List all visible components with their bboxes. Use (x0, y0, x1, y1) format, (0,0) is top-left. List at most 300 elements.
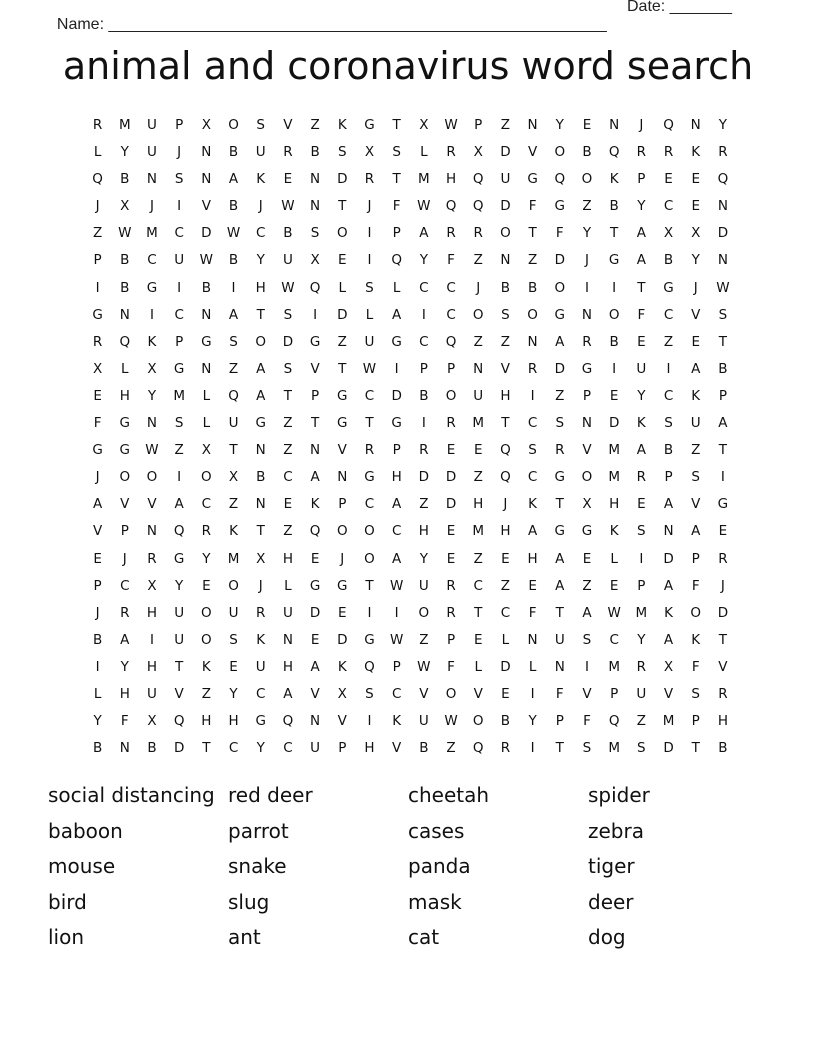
grid-letter: G (201, 333, 212, 350)
grid-letter: Y (147, 387, 157, 404)
grid-letter: S (555, 415, 565, 432)
grid-letter: E (283, 171, 293, 188)
grid-letter: A (691, 523, 701, 540)
grid-letter: T (365, 415, 374, 432)
word-list-item: cheetah (408, 783, 490, 807)
grid-letter: J (177, 144, 182, 161)
grid-letter: L (474, 658, 482, 675)
grid-letter: O (581, 469, 593, 486)
grid-letter: O (418, 604, 430, 621)
grid-letter: L (93, 144, 102, 161)
grid-letter: E (473, 631, 483, 648)
grid-letter: G (92, 306, 103, 323)
grid-letter: G (173, 550, 185, 567)
grid-letter: B (609, 333, 619, 350)
grid-letter: W (607, 604, 621, 621)
grid-letter: H (146, 658, 158, 675)
grid-letter: F (691, 577, 700, 594)
grid-letter: Q (608, 144, 620, 161)
grid-letter: S (392, 144, 401, 161)
grid-letter: N (527, 117, 538, 133)
grid-letter: G (581, 523, 593, 540)
grid-letter: X (120, 198, 130, 215)
grid-letter: H (201, 713, 212, 730)
grid-letter: J (95, 604, 100, 621)
grid-letter: Y (637, 387, 646, 404)
grid-letter: Z (636, 713, 646, 730)
grid-letter: S (691, 469, 700, 486)
grid-letter: N (609, 117, 620, 133)
grid-letter: G (364, 117, 375, 133)
grid-letter: G (92, 442, 103, 459)
grid-letter: K (392, 713, 402, 730)
grid-letter: H (282, 550, 293, 567)
grid-letter: I (231, 279, 236, 296)
grid-letter: O (228, 577, 239, 594)
grid-letter: V (120, 496, 130, 513)
grid-letter: N (146, 415, 158, 432)
grid-letter: Z (691, 442, 701, 459)
grid-letter: V (527, 144, 538, 161)
grid-letter: R (718, 144, 728, 161)
name-field-label[interactable]: Name: ________________________________________________________ (56, 16, 607, 33)
grid-letter: T (310, 415, 320, 432)
grid-letter: X (691, 225, 701, 242)
grid-letter: E (93, 550, 102, 567)
grid-letter: U (255, 658, 266, 675)
grid-letter: Z (446, 740, 456, 757)
grid-letter: U (364, 333, 375, 350)
grid-letter: B (718, 360, 728, 377)
grid-letter: V (473, 685, 483, 702)
grid-letter: R (718, 550, 728, 567)
grid-letter: L (501, 631, 510, 648)
grid-letter: C (419, 279, 429, 296)
grid-letter: N (581, 306, 593, 323)
grid-letter: T (256, 306, 265, 323)
grid-letter: V (337, 713, 347, 730)
word-list-item: bird (48, 889, 87, 914)
grid-letter: S (528, 442, 537, 459)
grid-letter: V (718, 658, 728, 675)
grid-letter: S (283, 360, 293, 377)
grid-letter: O (336, 523, 348, 540)
grid-letter: B (663, 252, 674, 269)
grid-letter: A (555, 577, 565, 594)
grid-letter: X (92, 360, 103, 377)
grid-letter: T (718, 333, 728, 350)
grid-letter: F (555, 685, 564, 702)
grid-letter: H (445, 171, 457, 188)
grid-letter: Q (228, 387, 239, 404)
word-list (48, 779, 768, 957)
grid-letter: F (528, 604, 537, 621)
grid-letter: R (120, 604, 130, 621)
grid-letter: S (310, 225, 320, 242)
grid-letter: A (691, 360, 701, 377)
grid-letter: W (389, 631, 404, 648)
grid-letter: J (258, 198, 263, 215)
grid-letter: F (555, 225, 564, 242)
grid-letter: G (391, 333, 402, 350)
grid-letter: Y (555, 117, 564, 133)
grid-letter: O (201, 469, 212, 486)
grid-letter: S (637, 740, 646, 757)
grid-letter: C (663, 387, 674, 404)
grid-letter: J (584, 252, 589, 269)
grid-letter: Q (173, 713, 185, 730)
grid-letter: M (472, 415, 485, 432)
grid-letter: Y (229, 685, 238, 702)
grid-letter: J (639, 117, 644, 133)
grid-letter: A (582, 604, 592, 621)
grid-letter: A (663, 631, 674, 648)
grid-letter: O (581, 171, 593, 188)
grid-letter: T (610, 225, 619, 242)
grid-letter: Q (309, 279, 321, 296)
grid-letter: O (527, 306, 538, 323)
grid-letter: Z (419, 631, 429, 648)
grid-letter: U (473, 387, 484, 404)
grid-letter: A (228, 306, 239, 323)
grid-letter: J (693, 279, 698, 296)
grid-letter: G (717, 496, 729, 513)
grid-letter: U (282, 604, 293, 621)
word-list-item: zebra (588, 818, 644, 843)
grid-letter: P (175, 333, 184, 350)
grid-letter: S (664, 415, 673, 432)
word-list-item: ant (228, 925, 261, 950)
grid-letter: I (666, 360, 671, 377)
grid-letter: V (147, 496, 157, 513)
grid-letter: Q (391, 252, 402, 269)
grid-letter: R (473, 225, 483, 242)
grid-letter: A (555, 333, 565, 350)
grid-letter: F (637, 306, 646, 323)
grid-letter: E (446, 550, 456, 567)
grid-letter: L (392, 279, 401, 296)
grid-letter: N (310, 713, 321, 730)
grid-letter: N (310, 198, 321, 215)
grid-letter: Y (256, 252, 265, 269)
grid-letter: E (93, 387, 102, 404)
grid-letter: T (474, 604, 483, 621)
grid-letter: O (472, 713, 484, 730)
grid-letter: W (226, 225, 241, 242)
grid-letter: B (663, 442, 674, 459)
grid-letter: I (367, 713, 372, 730)
grid-letter: N (255, 496, 266, 513)
grid-letter: E (338, 252, 347, 269)
grid-letter: Q (717, 171, 729, 188)
grid-letter: P (392, 225, 401, 242)
grid-letter: N (717, 252, 728, 269)
grid-letter: V (419, 685, 429, 702)
grid-letter: R (636, 469, 647, 486)
grid-letter: V (691, 306, 701, 323)
grid-letter: E (202, 577, 211, 594)
grid-letter: U (500, 171, 511, 188)
grid-letter: U (147, 117, 157, 133)
grid-letter: N (690, 117, 701, 133)
grid-letter: D (391, 387, 402, 404)
grid-letter: C (419, 333, 429, 350)
grid-letter: B (419, 740, 429, 757)
grid-letter: C (500, 604, 511, 621)
grid-letter: O (608, 306, 620, 323)
grid-letter: B (120, 279, 130, 296)
grid-letter: P (338, 496, 347, 513)
grid-letter: G (309, 333, 321, 350)
grid-letter: I (394, 360, 399, 377)
grid-letter: G (608, 252, 620, 269)
grid-letter: B (718, 740, 728, 757)
grid-letter: X (582, 496, 592, 513)
grid-letter: M (608, 658, 620, 675)
grid-letter: B (201, 279, 211, 296)
grid-letter: I (530, 387, 535, 404)
grid-letter: V (201, 198, 211, 215)
grid-letter: D (554, 360, 565, 377)
grid-letter: I (177, 279, 182, 296)
grid-letter: F (93, 415, 102, 432)
grid-letter: E (338, 604, 347, 621)
grid-letter: N (119, 740, 130, 757)
grid-letter: P (474, 117, 483, 133)
grid-letter: G (364, 469, 375, 486)
grid-letter: X (419, 117, 429, 133)
grid-letter: B (609, 198, 619, 215)
grid-letter: F (120, 713, 129, 730)
grid-letter: N (500, 252, 511, 269)
word-list-item: dog (588, 925, 626, 950)
grid-letter: N (527, 333, 538, 350)
grid-letter: Y (637, 631, 646, 648)
grid-letter: L (202, 387, 211, 404)
grid-letter: N (310, 171, 321, 188)
grid-letter: Q (500, 442, 511, 459)
grid-letter: C (364, 496, 375, 513)
grid-letter: H (119, 685, 130, 702)
grid-letter: C (446, 306, 456, 323)
grid-letter: B (500, 713, 511, 730)
grid-letter: W (145, 442, 159, 459)
grid-letter: U (636, 685, 647, 702)
grid-letter: U (174, 631, 185, 648)
grid-letter: L (202, 415, 211, 432)
grid-letter: Z (582, 198, 592, 215)
word-list-item: slug (228, 889, 270, 914)
grid-letter: C (364, 387, 375, 404)
grid-letter: B (283, 225, 293, 242)
grid-letter: A (636, 442, 646, 459)
grid-letter: Z (174, 442, 184, 459)
grid-letter: O (255, 333, 267, 350)
grid-letter: P (718, 387, 727, 404)
grid-letter: A (419, 225, 429, 242)
grid-letter: D (201, 225, 212, 242)
grid-letter: B (310, 144, 320, 161)
grid-letter: P (93, 577, 102, 594)
grid-letter: X (201, 442, 211, 459)
grid-letter: C (391, 685, 402, 702)
grid-letter: A (555, 550, 565, 567)
grid-letter: R (446, 415, 456, 432)
grid-letter: L (528, 658, 537, 675)
grid-letter: V (582, 442, 592, 459)
letter-grid (84, 112, 737, 762)
grid-letter: S (174, 415, 184, 432)
word-list-item: snake (228, 854, 287, 879)
grid-letter: A (718, 415, 728, 432)
grid-letter: H (609, 496, 620, 513)
grid-letter: R (446, 577, 456, 594)
grid-letter: U (228, 604, 239, 621)
grid-letter: L (284, 577, 292, 594)
grid-letter: K (664, 604, 673, 621)
grid-letter: R (663, 144, 674, 161)
grid-letter: O (364, 523, 375, 540)
grid-letter: P (175, 117, 184, 133)
grid-letter: R (636, 658, 647, 675)
grid-letter: H (228, 713, 239, 730)
grid-letter: R (527, 360, 538, 377)
grid-letter: S (365, 279, 374, 296)
grid-letter: S (501, 306, 510, 323)
grid-letter: Z (473, 333, 483, 350)
grid-letter: A (256, 387, 266, 404)
grid-letter: N (337, 469, 348, 486)
grid-letter: T (338, 198, 347, 215)
grid-letter: P (392, 442, 401, 459)
grid-letter: C (283, 469, 293, 486)
grid-letter: Q (500, 469, 511, 486)
grid-letter: J (367, 198, 372, 215)
grid-letter: K (147, 333, 157, 350)
grid-letter: M (608, 740, 620, 757)
grid-letter: I (720, 469, 725, 486)
grid-letter: C (174, 306, 184, 323)
grid-letter: W (362, 360, 377, 377)
grid-letter: T (718, 442, 728, 459)
grid-letter: J (503, 496, 508, 513)
grid-letter: Q (119, 333, 131, 350)
grid-letter: P (637, 577, 646, 594)
grid-letter: U (255, 144, 266, 161)
grid-letter: P (582, 387, 592, 404)
grid-letter: K (691, 631, 701, 648)
grid-letter: C (256, 225, 266, 242)
grid-letter: S (691, 685, 700, 702)
grid-letter: D (309, 604, 321, 621)
grid-letter: V (582, 685, 592, 702)
grid-letter: C (473, 577, 483, 594)
grid-letter: E (664, 171, 673, 188)
grid-letter: U (636, 360, 647, 377)
grid-letter: R (446, 225, 456, 242)
grid-letter: Y (637, 198, 646, 215)
grid-letter: U (418, 577, 429, 594)
grid-letter: Z (663, 333, 674, 350)
grid-letter: T (718, 631, 728, 648)
date-field-label[interactable]: Date: _______ (627, 0, 732, 15)
grid-letter: H (418, 523, 429, 540)
grid-letter: K (337, 658, 347, 675)
grid-letter: G (581, 360, 593, 377)
grid-letter: T (637, 279, 646, 296)
grid-letter: Y (691, 252, 700, 269)
grid-letter: V (691, 496, 701, 513)
grid-letter: A (663, 577, 674, 594)
grid-letter: D (337, 631, 348, 648)
grid-letter: D (418, 469, 430, 486)
grid-letter: F (583, 713, 591, 730)
grid-letter: G (364, 631, 375, 648)
grid-letter: Q (92, 171, 103, 188)
grid-letter: L (121, 360, 129, 377)
grid-letter: P (419, 360, 428, 377)
grid-letter: N (554, 658, 565, 675)
grid-letter: A (310, 658, 320, 675)
grid-letter: C (256, 685, 266, 702)
grid-letter: X (147, 577, 157, 594)
grid-letter: Y (175, 577, 184, 594)
grid-letter: N (201, 171, 212, 188)
grid-letter: O (228, 117, 239, 133)
grid-letter: Z (500, 577, 511, 594)
grid-letter: T (555, 604, 564, 621)
grid-letter: N (146, 523, 158, 540)
grid-letter: M (418, 171, 430, 188)
grid-letter: M (173, 387, 185, 404)
grid-letter: J (258, 577, 263, 594)
grid-letter: I (367, 252, 372, 269)
grid-letter: C (120, 577, 130, 594)
grid-letter: Z (337, 333, 347, 350)
grid-letter: X (201, 117, 211, 133)
grid-letter: I (612, 360, 617, 377)
grid-letter: P (664, 469, 673, 486)
grid-letter: Q (282, 713, 294, 730)
grid-letter: E (609, 577, 619, 594)
grid-letter: R (201, 523, 212, 540)
grid-letter: B (228, 252, 239, 269)
grid-letter: Y (718, 117, 728, 133)
word-list-item: panda (408, 854, 471, 879)
grid-letter: E (609, 387, 619, 404)
grid-letter: N (146, 171, 158, 188)
grid-letter: H (391, 469, 402, 486)
grid-letter: A (527, 523, 538, 540)
grid-letter: W (716, 279, 730, 296)
grid-letter: H (527, 550, 538, 567)
grid-letter: R (364, 442, 375, 459)
grid-letter: Z (201, 685, 211, 702)
grid-letter: N (282, 631, 293, 648)
grid-letter: N (201, 144, 212, 161)
grid-letter: Z (228, 360, 239, 377)
grid-letter: P (637, 171, 646, 188)
grid-letter: Q (472, 740, 484, 757)
word-list-item: social distancing (48, 783, 215, 807)
grid-letter: F (528, 198, 537, 215)
grid-letter: K (201, 658, 211, 675)
grid-letter: Q (309, 523, 321, 540)
grid-letter: D (445, 496, 457, 513)
grid-letter: A (310, 469, 320, 486)
grid-letter: I (95, 279, 100, 296)
grid-letter: X (663, 658, 674, 675)
